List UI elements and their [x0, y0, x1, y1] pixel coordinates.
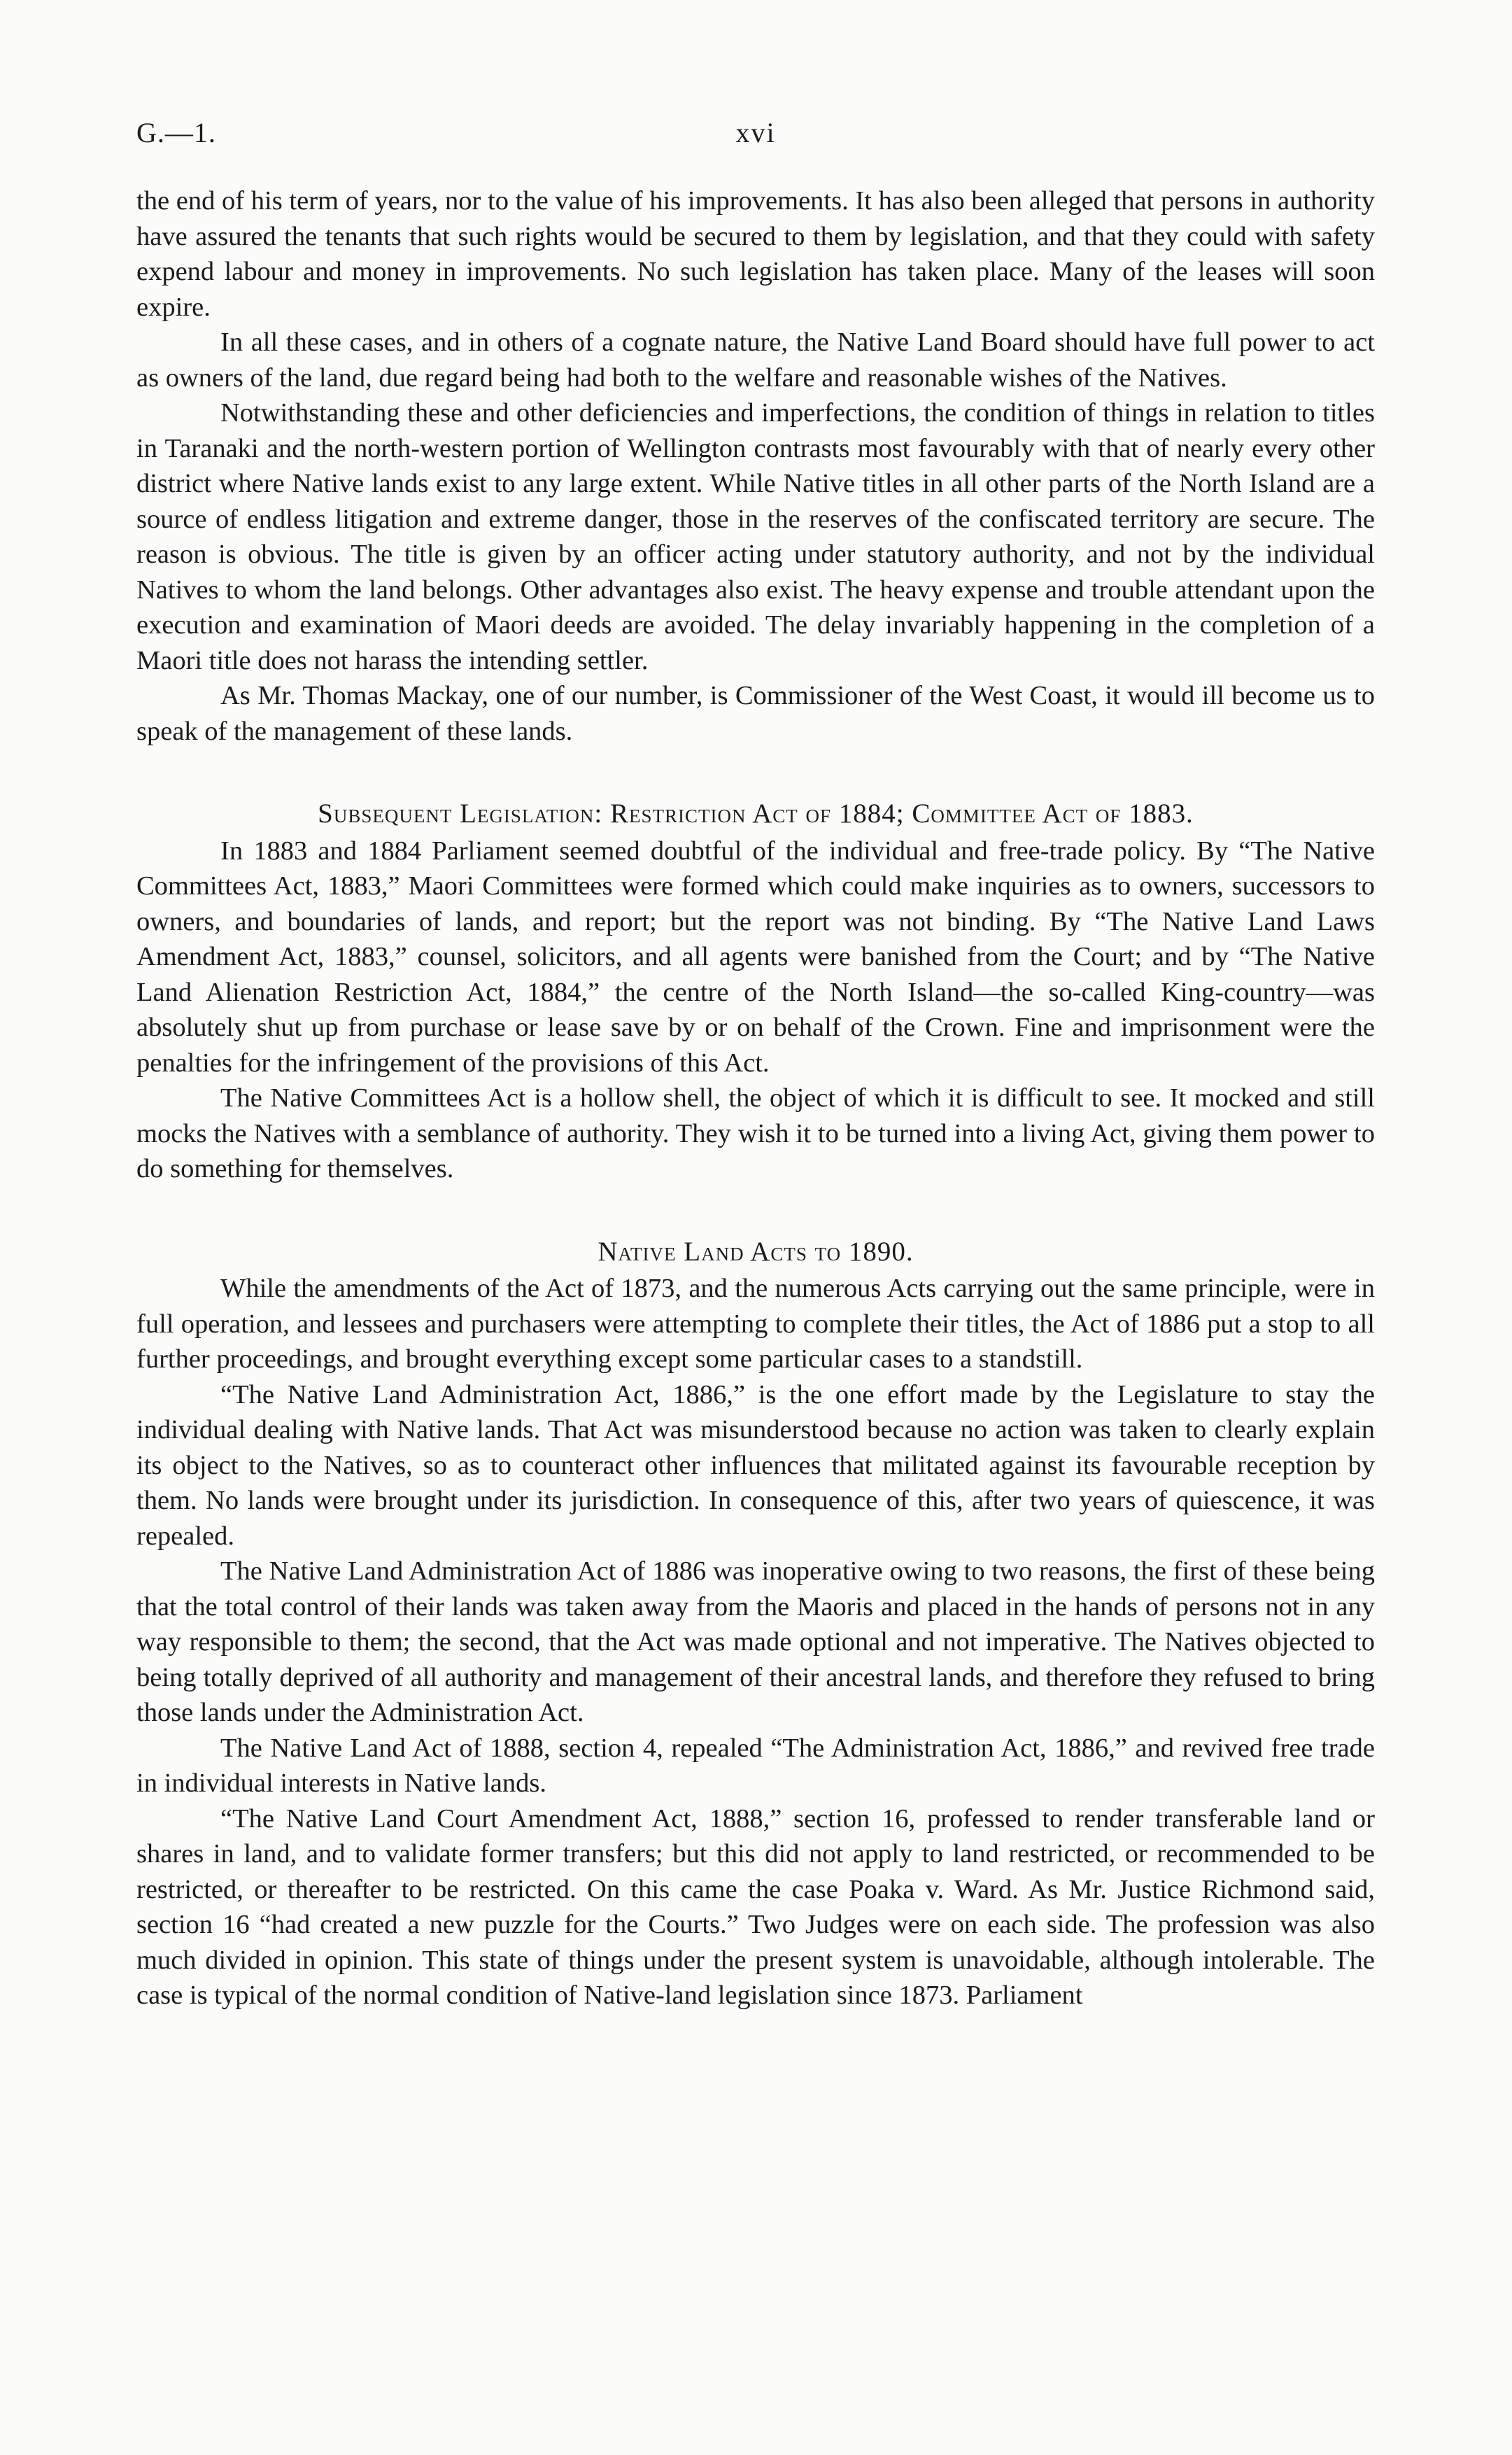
- paragraph: In all these cases, and in others of a cognate nature, the Native Land Board should have full power to act as owners of the land, due regard being had both to the welfare and reasonable wishes of the Natives.: [136, 328, 1375, 393]
- page-number: xvi: [735, 117, 776, 148]
- document-reference: G.—1.: [136, 117, 216, 148]
- paragraph: “The Native Land Administration Act, 1886,” is the one effort made by the Legislature to stay the individual dealing with Native lands. That Act was misunderstood because no action was taken to clearly explain its object to the Natives, so as to counteract other influences that militated against its favourable reception by them. No lands were brought under its jurisdiction. In consequence of this, after two years of quiescence, it was repealed.: [136, 1379, 1375, 1551]
- section-heading-native-land-acts: Native Land Acts to 1890.: [598, 1236, 914, 1267]
- paragraph: the end of his term of years, nor to the value of his improvements. It has also been alleged that persons in authority have assured the tenants that such rights would be secured to them by legislation, and that they could with safety expend labour and money in improvements. No such legislation has taken place. Many of the leases will soon expire.: [136, 186, 1375, 322]
- paragraph: The Native Committees Act is a hollow shell, the object of which it is difficult to see. It mocked and still mocks the Natives with a semblance of authority. They wish it to be turned into a living Act, giving them power to do something for themselves.: [136, 1083, 1375, 1183]
- page-body: [136, 183, 1375, 2013]
- section-heading-subsequent-legislation: Subsequent Legislation: Restriction Act of 1884; Committee Act of 1883.: [318, 799, 1194, 829]
- paragraph: The Native Land Act of 1888, section 4, repealed “The Administration Act, 1886,” and revived free trade in individual interests in Native lands.: [136, 1733, 1375, 1798]
- page-header: [136, 116, 1375, 158]
- paragraph: In 1883 and 1884 Parliament seemed doubtful of the individual and free-trade policy. By “The Native Committees Act, 1883,” Maori Committees were formed which could make inquiries as to owners, successors to owners, and boundaries of lands, and report; but the report was not binding. By “The Native Land Laws Amendment Act, 1883,” counsel, solicitors, and all agents were banished from the Court; and by “The Native Land Alienation Restriction Act, 1884,” the centre of the North Island—the so-called King-country—was absolutely shut up from purchase or lease save by or on behalf of the Crown. Fine and imprisonment were the penalties for the infringement of the provisions of this Act.: [136, 836, 1375, 1078]
- paragraph: As Mr. Thomas Mackay, one of our number, is Commissioner of the West Coast, it would ill become us to speak of the management of these lands.: [136, 681, 1375, 746]
- paragraph: “The Native Land Court Amendment Act, 1888,” section 16, professed to render transferable land or shares in land, and to validate former transfers; but this did not apply to land restricted, or recommended to be restricted, or thereafter to be restricted. On this came the case Poaka v. Ward. As Mr. Justice Richmond said, section 16 “had created a new puzzle for the Courts.” Two Judges were on each side. The profession was also much divided in opinion. This state of things under the present system is unavoidable, although intolerable. The case is typical of the normal condition of Native-land legislation since 1873. Parliament: [136, 1803, 1375, 2010]
- paragraph: The Native Land Administration Act of 1886 was inoperative owing to two reasons, the first of these being that the total control of their lands was taken away from the Maoris and placed in the hands of persons not in any way responsible to them; the second, that the Act was made optional and not imperative. The Natives objected to being totally deprived of all authority and management of their ancestral lands, and therefore they refused to bring those lands under the Administration Act.: [136, 1556, 1375, 1727]
- paragraph: While the amendments of the Act of 1873, and the numerous Acts carrying out the same principle, were in full operation, and lessees and purchasers were attempting to complete their titles, the Act of 1886 put a stop to all further proceedings, and brought everything except some particular cases to a standstill.: [136, 1274, 1375, 1374]
- paragraph: Notwithstanding these and other deficiencies and imperfections, the condition of things in relation to titles in Taranaki and the north-western portion of Wellington contrasts most favourably with that of nearly every other district where Native lands exist to any large extent. While Native titles in all other parts of the North Island are a source of endless litigation and extreme danger, those in the reserves of the confiscated territory are secure. The reason is obvious. The title is given by an officer acting under statutory authority, and not by the individual Natives to whom the land belongs. Other advantages also exist. The heavy expense and trouble attendant upon the execution and examination of Maori deeds are avoided. The delay invariably happening in the completion of a Maori title does not harass the intending settler.: [136, 398, 1375, 675]
